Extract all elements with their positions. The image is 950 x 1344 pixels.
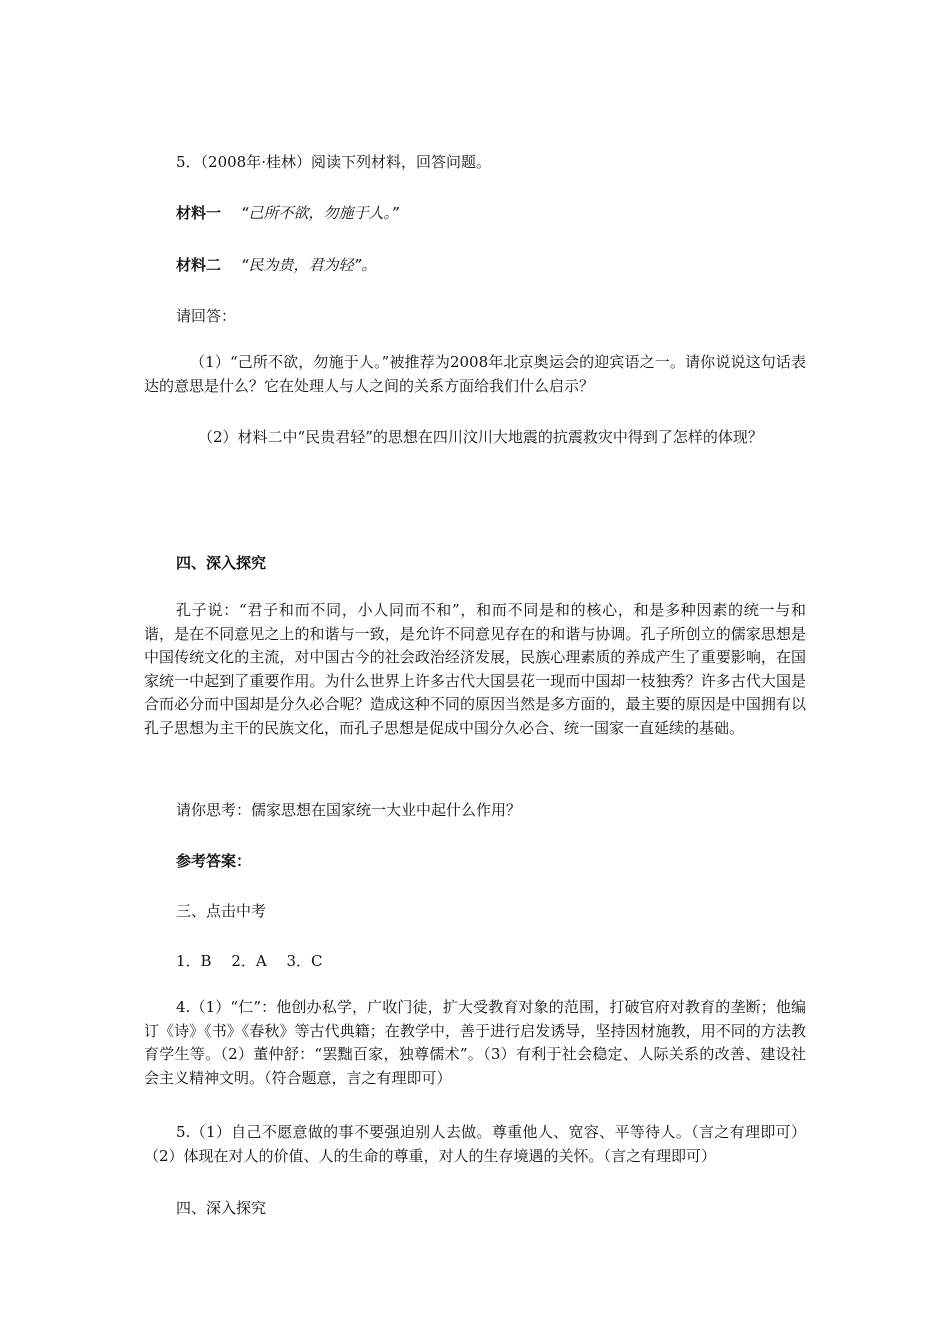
material-2-text: “民为贵，君为轻”。 — [240, 256, 377, 274]
question-5-title: 5．（2008年·桂林）阅读下列材料，回答问题。 — [176, 153, 491, 171]
answer-5: 5.（1）自己不愿意做的事不要强迫别人去做。尊重他人、宽容、平等待人。（言之有理即可）（2）体现在对人的价值、人的生命的尊重，对人的生存境遇的关怀。（言之有理即可） — [144, 1123, 806, 1165]
sub-question-2: （2）材料二中“民贵君轻”的思想在四川汶川大地震的抗震救灾中得到了怎样的体现？ — [198, 428, 763, 446]
section-4-question: 请你思考：儒家思想在国家统一大业中起什么作用？ — [176, 801, 522, 819]
section-4-heading: 四、深入探究 — [176, 554, 267, 572]
material-2 — [176, 253, 376, 277]
material-1 — [176, 201, 399, 225]
answer-4: 4.（1）“仁”：他创办私学，广收门徒，扩大受教育对象的范围，打破官府对教育的垄断；他编订《诗》《书》《春秋》等古代典籍；在教学中，善于进行启发诱导，坚持因材施教，用不同的方法教育学生等。（2）董仲舒：“罢黜百家，独尊儒术”。（3）有利于社会稳定、人际关系的改善、建设社会主义精神文明。（符合题意，言之有理即可） — [144, 998, 806, 1087]
material-2-label: 材料二 — [176, 256, 222, 274]
answers-section-3-title: 三、点击中考 — [176, 902, 267, 920]
section-4-paragraph: 孔子说：“君子和而不同，小人同而不和”，和而不同是和的核心，和是多种因素的统一与和谐，是在不同意见之上的和谐与一致，是允许不同意见存在的和谐与协调。孔子所创立的儒家思想是中国传统文化的主流，对中国古今的社会政治经济发展，民族心理素质的养成产生了重要影响，在国家统一中起到了重要作用。为什么世界上许多古代大国昙花一现而中国却一枝独秀？许多古代大国是合而必分而中国却是分久必合呢？造成这种不同的原因当然是多方面的，最主要的原因是中国拥有以孔子思想为主干的民族文化，而孔子思想是促成中国分久必合、统一国家一直延续的基础。 — [144, 601, 806, 737]
answers-heading: 参考答案： — [176, 852, 252, 870]
answers-section-4-title: 四、深入探究 — [176, 1199, 267, 1217]
answer-prompt: 请回答： — [176, 307, 237, 325]
sub-question-1: （1）“己所不欲，勿施于人。”被推荐为2008年北京奥运会的迎宾语之一。请你说说这句话表达的意思是什么？它在处理人与人之间的关系方面给我们什么启示？ — [144, 353, 806, 395]
material-1-label: 材料一 — [176, 204, 222, 222]
material-1-text: “己所不欲，勿施于人。” — [240, 204, 399, 222]
answers-multiple-choice: 1．B 2．A 3．C — [176, 952, 323, 970]
